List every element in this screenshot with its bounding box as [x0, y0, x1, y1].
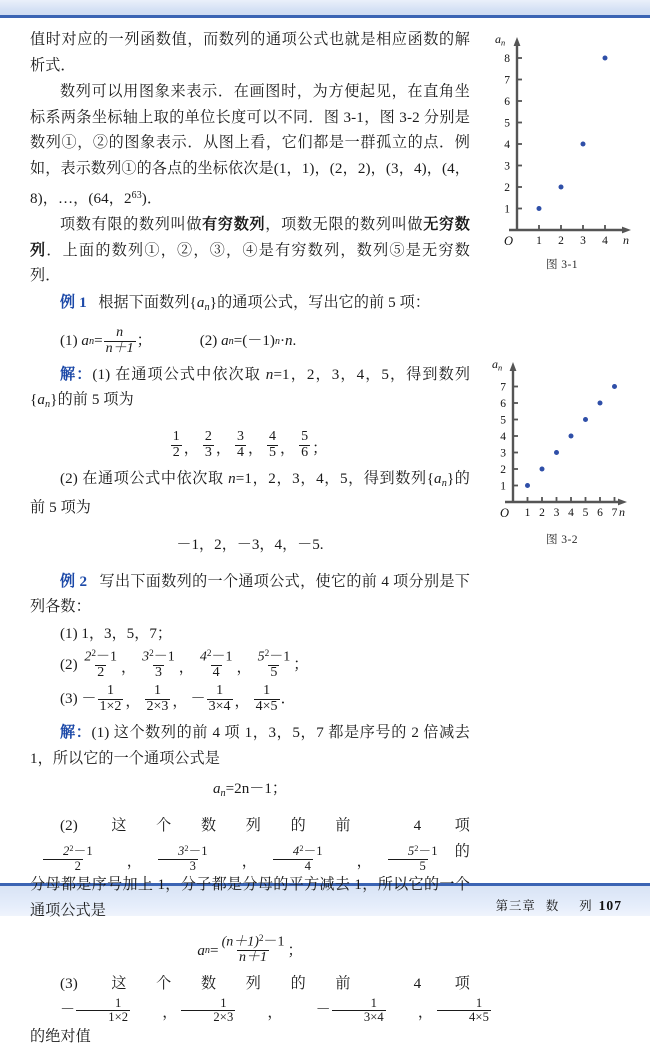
minus-sign: － — [315, 1002, 331, 1019]
numerator-base: 4 — [292, 844, 300, 859]
example-1-item1-end: ； — [136, 332, 152, 349]
fraction — [198, 649, 235, 681]
solution-1-var: n — [265, 366, 274, 383]
solution-2-2-text-a: (2) 这个数列的前 4 项 — [60, 818, 470, 835]
answer-2-1-var-sub: n — [220, 788, 226, 800]
answer-2-2-fraction — [220, 934, 287, 966]
fraction-denominator: 4 — [212, 665, 220, 681]
y-tick-label: 6 — [504, 96, 510, 108]
y-tick-label: 3 — [504, 160, 510, 173]
y-axis-arrow — [510, 362, 517, 371]
example-2-item3-fractions — [81, 684, 280, 715]
paragraph-graph-representation — [30, 80, 470, 212]
data-point — [598, 401, 603, 406]
numerator-tail: －1 — [153, 649, 175, 665]
example-1-item2-dot: · — [279, 332, 285, 349]
fraction — [267, 430, 278, 461]
separator: ， — [417, 1005, 434, 1022]
answer-2-1-rhs: =2n－1； — [225, 781, 287, 798]
fraction-denominator: 1×2 — [76, 1010, 130, 1024]
example-1-item2-rhs: =(－1) — [233, 332, 275, 349]
fraction-numerator: 4 — [269, 429, 277, 445]
data-point — [569, 434, 574, 439]
answer-2-2-end: ； — [287, 942, 303, 959]
fraction-denominator: 4×5 — [437, 1010, 491, 1024]
numerator-base: 3 — [142, 649, 150, 665]
fraction-numerator: 2 — [204, 429, 212, 445]
numerator-exp: 2 — [91, 647, 97, 658]
fraction-denominator: n＋1 — [105, 340, 134, 356]
fraction — [76, 997, 130, 1025]
data-point — [525, 483, 530, 488]
example-1-item2-tag: (2) — [199, 332, 218, 349]
numerator-exp: 2 — [414, 844, 419, 854]
fraction-numerator: 5 — [301, 429, 309, 445]
x-tick-label: 3 — [553, 507, 560, 519]
numerator-base: 2 — [63, 844, 70, 859]
fraction-numerator — [82, 649, 119, 665]
solution-1-var2-sub: n — [45, 399, 51, 411]
finite-text-b: ，项数无限的数列叫做 — [265, 216, 424, 233]
fraction-numerator — [198, 649, 235, 665]
fraction-numerator: 1 — [153, 682, 161, 698]
example-1-solution-2 — [30, 467, 470, 522]
solution-2-3-text-a: (3) 这个数列的前 4 项 — [60, 975, 470, 992]
solution-1-var2: a — [37, 392, 46, 409]
fraction — [31, 845, 95, 873]
fraction — [181, 997, 235, 1025]
example-1-prompt-b: }的通项公式，写出它的前 5 项： — [209, 294, 431, 311]
fraction — [235, 430, 246, 461]
example-2-prompt: 写出下面数列的一个通项公式，使它的前 4 项分别是下列各数： — [30, 573, 470, 616]
numerator-base: 2 — [84, 649, 92, 665]
fraction — [98, 684, 124, 715]
paragraph-finite-infinite — [30, 213, 470, 290]
fraction-denominator: 2×3 — [146, 698, 169, 714]
data-point — [603, 56, 608, 61]
y-tick-label: 6 — [500, 398, 506, 410]
x-tick-label: 3 — [580, 235, 586, 247]
y-tick-label: 4 — [504, 139, 510, 151]
solution-2-var: n — [228, 470, 236, 487]
y-tick-label: 7 — [504, 74, 510, 87]
fraction-numerator: 1 — [106, 682, 114, 698]
term-infinite-sequence: 无穷数列 — [30, 216, 470, 259]
example-2-solution-2 — [30, 814, 470, 924]
y-tick-label: 2 — [500, 464, 506, 476]
separator: ， — [183, 441, 199, 458]
fraction-numerator: 1 — [475, 995, 483, 1010]
numerator-exp: 2 — [206, 647, 212, 658]
figure-column — [487, 25, 637, 547]
solution-2-text-b: =1，2，3，4，5，得到数列{ — [235, 470, 435, 487]
separator: ， — [126, 853, 142, 870]
y-tick-label: 2 — [504, 182, 510, 194]
fraction — [207, 684, 233, 715]
paragraph-graph-text-2: …，(64，2 — [57, 190, 132, 207]
exponent-63: 63 — [131, 189, 142, 201]
fraction-numerator — [31, 845, 95, 858]
fraction — [146, 845, 210, 873]
fraction-denominator: n＋1 — [239, 950, 268, 966]
y-tick-label: 5 — [504, 117, 510, 130]
figure-3-1-tick-labels — [504, 53, 608, 247]
numerator-base: (n＋1) — [221, 934, 259, 950]
figure-3-1-ticks — [517, 58, 605, 230]
example-2-heading — [30, 570, 470, 621]
fraction-denominator: 4 — [273, 859, 313, 873]
top-rule — [0, 15, 650, 18]
separator: ， — [241, 853, 257, 870]
example-1-item1-eq: = — [94, 332, 103, 349]
x-tick-label: 2 — [539, 507, 545, 519]
origin-label: O — [500, 506, 510, 520]
y-tick-label: 8 — [504, 53, 510, 65]
y-tick-label: 7 — [500, 381, 506, 394]
y-tick-label: 1 — [504, 203, 510, 216]
x-tick-label: 2 — [558, 235, 564, 247]
example-2-item3-end: ． — [280, 691, 296, 708]
solution-1-text-b: =1，2，3，4，5，得到数列{ — [30, 366, 471, 409]
fraction-denominator: 2 — [172, 445, 180, 461]
fraction-denominator: 3 — [204, 445, 212, 461]
example-1-item1-fraction — [104, 326, 136, 357]
y-tick-label: 1 — [500, 480, 506, 493]
fraction — [332, 997, 386, 1025]
data-point — [583, 417, 588, 422]
y-axis-label: $a_n$ — [495, 32, 506, 48]
fraction — [376, 845, 440, 873]
numerator-base: 3 — [177, 844, 185, 859]
separator: ， — [234, 694, 250, 711]
separator: ， — [121, 659, 137, 676]
separator: ； — [312, 441, 328, 458]
paragraph-graph-text: 数列可以用图象来表示．在画图时，为方便起见，在直角坐标系两条坐标轴上取的单位长度可以不同．图 3-1，图 3-2 分别是数列①，②的图象表示．从图上看，它们都是一群孤立的点．例如，表示数列①的各点的坐标依次是(1，1)，(2，2)，(3，4)，(4，8)， — [30, 84, 470, 207]
separator: ， — [267, 1005, 283, 1022]
numerator-exp: 2 — [264, 647, 270, 658]
fraction-denominator: 3×4 — [332, 1010, 386, 1024]
page-footer — [496, 896, 622, 914]
example-2-item2-fractions — [81, 649, 293, 681]
numerator-tail: －1 — [303, 844, 323, 859]
finite-text-a: 项数有限的数列叫做 — [60, 216, 203, 233]
solution-2-2-fractions — [30, 846, 441, 874]
fraction — [256, 649, 293, 681]
x-tick-label: 1 — [524, 507, 531, 519]
separator: ， — [280, 441, 296, 458]
y-tick-label: 3 — [500, 447, 506, 460]
numerator-tail: －1 — [418, 844, 438, 859]
figure-3-1-caption: 图 3-1 — [546, 258, 578, 271]
example-2-item-2 — [60, 649, 470, 681]
fraction — [203, 430, 214, 461]
numerator-base: 4 — [199, 649, 207, 665]
page-number: 107 — [598, 898, 622, 913]
figure-3-2 — [487, 350, 637, 547]
figure-3-2-caption: 图 3-2 — [546, 533, 578, 546]
separator: ， — [162, 1005, 178, 1022]
data-point — [540, 467, 545, 472]
answer-1-sequence — [170, 431, 331, 462]
solution-1-text-a: (1) 在通项公式中依次取 — [92, 366, 266, 383]
fraction-numerator — [220, 934, 287, 950]
solution-2-var2-sub: n — [441, 477, 447, 489]
fraction-numerator — [256, 649, 293, 665]
y-axis-arrow — [514, 37, 521, 46]
separator: ， — [125, 694, 141, 711]
example-1-item1-lhs: a — [81, 332, 89, 349]
fraction-numerator — [376, 845, 440, 858]
fraction-numerator: n — [116, 324, 124, 340]
y-tick-label: 5 — [500, 414, 506, 427]
example-2-item2-end: ； — [293, 656, 309, 673]
data-point — [581, 142, 586, 147]
figure-3-1-plot — [487, 25, 637, 250]
example-1-item1-tag: (1) — [60, 332, 78, 349]
solution-2-1-text: (1) 这个数列的前 4 项 1，3，5，7 都是序号的 2 倍减去 1，所以它的一个通项公式是 — [30, 725, 470, 767]
example-1-label: 例 1 — [60, 294, 87, 311]
solution-2-text-a: (2) 在通项公式中依次取 — [60, 470, 229, 487]
paragraph-graph-text-3: )． — [141, 190, 163, 207]
example-1-item2-end: . — [292, 332, 297, 349]
numerator-exp: 2 — [149, 647, 154, 658]
fraction-denominator: 5 — [269, 445, 277, 461]
fraction-numerator: 1 — [220, 995, 227, 1010]
fraction-numerator: 1 — [370, 995, 378, 1010]
example-1-answer-1 — [30, 422, 470, 462]
separator: ， — [247, 441, 264, 458]
example-2-answer-2 — [30, 935, 470, 967]
fraction-denominator: 4×5 — [255, 698, 278, 714]
minus-sign: － — [60, 1002, 76, 1019]
example-1-answer-2 — [30, 530, 470, 560]
y-axis-label: $a_n$ — [492, 357, 503, 373]
paragraph-continuation — [30, 28, 470, 79]
top-decorative-band — [0, 0, 650, 15]
footer-title-1: 数 — [545, 899, 560, 913]
x-tick-label: 4 — [568, 507, 574, 519]
fraction — [437, 997, 491, 1025]
fraction-numerator: 1 — [263, 682, 271, 698]
figure-3-2-data-points — [525, 384, 617, 488]
answer-2-2-var-sub: n — [204, 944, 211, 956]
fraction-numerator — [261, 845, 325, 858]
fraction-denominator: 2 — [43, 859, 83, 873]
separator: ， — [236, 659, 252, 676]
example-1-item2-lhs: a — [221, 332, 229, 349]
numerator-tail: －1 — [73, 844, 93, 859]
example-1-var-sub: n — [204, 301, 210, 313]
solution-1-text-c: }的前 5 项为 — [50, 392, 134, 409]
numerator-tail: －1 — [263, 934, 285, 950]
numerator-exp: 2 — [69, 844, 74, 854]
x-tick-label: 1 — [536, 235, 542, 247]
solution-label-2: 解： — [60, 725, 92, 742]
data-point — [612, 384, 617, 389]
fraction-numerator: 1 — [115, 995, 122, 1010]
example-2-item2-tag: (2) — [60, 656, 78, 673]
fraction-denominator: 2 — [97, 665, 105, 681]
footer-chapter: 第三章 — [495, 899, 536, 913]
figure-3-2-plot — [487, 350, 637, 525]
example-1-heading — [30, 291, 470, 320]
separator: ， — [356, 853, 372, 870]
x-tick-label: 7 — [611, 507, 618, 519]
separator: ， — [178, 659, 194, 676]
numerator-tail: －1 — [269, 649, 291, 665]
fraction-numerator: 3 — [236, 429, 244, 445]
footer-title-2: 列 — [579, 899, 593, 913]
fraction-denominator: 3×4 — [208, 698, 231, 714]
numerator-exp: 2 — [299, 844, 304, 854]
example-1-item2-exp: n — [274, 335, 280, 347]
example-2-item1-value: 1，3，5，7； — [81, 625, 172, 642]
x-tick-label: 6 — [597, 507, 603, 519]
solution-2-3-text-b: 的绝对值 — [30, 1029, 91, 1046]
x-axis-label: n — [619, 505, 625, 519]
example-2-solution-1 — [30, 721, 470, 772]
numerator-exp: 2 — [258, 933, 264, 944]
fraction-numerator: 1 — [172, 429, 180, 445]
fraction — [299, 430, 310, 461]
solution-2-text-c: }的前 5 项为 — [30, 470, 470, 517]
solution-label-1: 解： — [60, 366, 93, 383]
example-2-item-1 — [60, 622, 470, 648]
main-text-column — [30, 28, 490, 1052]
solution-2-3-fractions — [30, 997, 492, 1025]
term-finite-sequence: 有穷数列 — [202, 216, 266, 233]
solution-2-2-text-b: 的分母都是序号加上 1，分子都是分母的平方减去 1，所以它的一个通项公式是 — [30, 843, 470, 920]
answer-2-1-var: a — [212, 781, 221, 798]
numerator-tail: －1 — [188, 844, 208, 859]
example-1-item2-lhs-sub: n — [228, 335, 234, 347]
origin-label: O — [504, 234, 514, 248]
x-tick-label: 5 — [582, 507, 589, 519]
example-1-var: a — [196, 294, 205, 311]
figure-3-1 — [487, 25, 637, 272]
fraction — [254, 684, 280, 715]
numerator-exp: 2 — [184, 844, 189, 854]
example-1-solution-1 — [30, 363, 470, 418]
finite-text-c: ．上面的数列①，②，③，④是有穷数列，数列⑤是无穷数列． — [30, 242, 470, 285]
separator: ， — [172, 694, 188, 711]
example-1-items — [60, 326, 470, 357]
fraction-denominator: 6 — [301, 445, 309, 461]
fraction-denominator: 5 — [388, 859, 428, 873]
example-2-item3-tag: (3) — [60, 691, 78, 708]
fraction-denominator: 1×2 — [99, 698, 122, 714]
separator: ， — [215, 441, 231, 458]
fraction-numerator — [140, 649, 177, 665]
minus-sign: － — [81, 691, 97, 708]
fraction-denominator: 4 — [236, 445, 244, 461]
example-2-label: 例 2 — [60, 573, 88, 590]
numerator-tail: －1 — [211, 649, 233, 665]
y-tick-label: 4 — [500, 431, 506, 443]
data-point — [554, 450, 559, 455]
fraction — [82, 649, 119, 681]
fraction — [171, 430, 182, 461]
fraction-denominator: 3 — [158, 859, 198, 873]
example-2-item1-tag: (1) — [60, 625, 78, 642]
figure-3-1-data-points — [537, 56, 608, 212]
example-1-prompt-a: 根据下面数列{ — [98, 294, 197, 311]
answer-2-values: －1，2，－3，4，－5. — [176, 536, 324, 553]
fraction-denominator: 5 — [270, 665, 278, 681]
minus-sign: － — [190, 691, 206, 708]
example-1-item1-lhs-sub: n — [88, 335, 95, 347]
fraction-denominator: 3 — [154, 665, 162, 681]
numerator-tail: －1 — [96, 649, 118, 665]
data-point — [559, 185, 564, 190]
example-2-answer-1 — [30, 774, 470, 809]
solution-2-var2: a — [434, 470, 442, 487]
data-point — [537, 206, 542, 211]
example-1-item2-var: n — [284, 332, 293, 349]
answer-2-2-eq: = — [210, 942, 219, 959]
fraction — [140, 649, 177, 681]
fraction-numerator: 1 — [216, 682, 224, 698]
example-2-item-3 — [60, 684, 470, 715]
fraction — [261, 845, 325, 873]
answer-2-2-var: a — [197, 942, 205, 959]
fraction-denominator: 2×3 — [181, 1010, 235, 1024]
fraction — [145, 684, 171, 715]
numerator-base: 5 — [407, 844, 415, 859]
paragraph-continuation-text: 值时对应的一列函数值，而数列的通项公式也就是相应函数的解析式． — [30, 32, 470, 74]
x-axis-label: n — [623, 233, 629, 247]
numerator-base: 5 — [257, 649, 265, 665]
fraction-numerator — [146, 845, 210, 858]
x-tick-label: 4 — [602, 235, 608, 247]
